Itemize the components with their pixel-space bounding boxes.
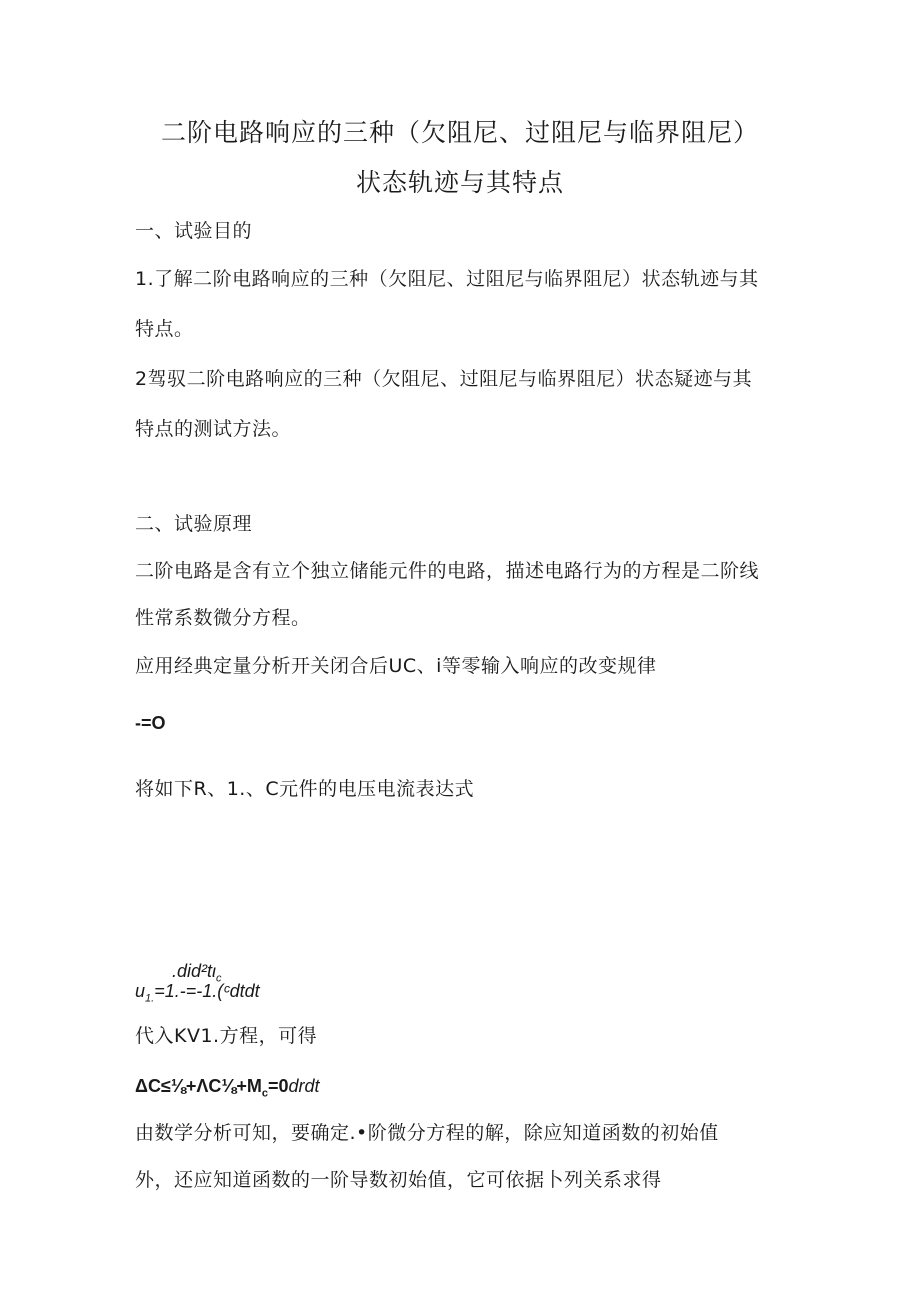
principle-paragraph-5-line-2: 外，还应知道函数的一阶导数初始值，它可依据卜列关系求得 xyxy=(135,1169,662,1191)
document-title-line-2: 状态轨迹与其特点 xyxy=(355,168,564,197)
equation-rlc-top-subscript: c xyxy=(216,972,222,985)
equation-differential-tail: drdt xyxy=(288,1076,320,1096)
objective-2-line-2: 特点的测试方法。 xyxy=(135,418,292,440)
equation-differential-lhs: ΔC≤⅛+ΛC⅛+M xyxy=(135,1076,262,1096)
equation-rlc-top-text: .did²tι xyxy=(172,961,217,981)
equation-differential xyxy=(135,1077,320,1100)
principle-paragraph-3: 将如下R、1.、C元件的电压电流表达式 xyxy=(135,778,475,800)
equation-zero-input: -=O xyxy=(135,713,166,733)
principle-paragraph-5-line-1: 由数学分析可知，要确定.•阶微分方程的解，除应知道函数的初始值 xyxy=(135,1122,719,1144)
equation-rlc-main-var: u xyxy=(135,981,146,1001)
objective-1-line-2: 特点。 xyxy=(135,318,194,340)
equation-differential-subscript: c xyxy=(261,1087,268,1100)
equation-rlc-main xyxy=(135,982,260,1005)
principle-paragraph-2: 应用经典定量分析开关闭合后UC、i等零输入响应的改变规律 xyxy=(135,655,657,677)
principle-paragraph-1-line-1: 二阶电路是含有立个独立储能元件的电路，描述电路行为的方程是二阶线 xyxy=(135,560,760,582)
section-2-heading: 二、试验原理 xyxy=(135,513,253,535)
objective-1-line-1: 1.了解二阶电路响应的三种（欠阻尼、过阻尼与临界阻尼）状态轨迹与其 xyxy=(135,268,759,290)
equation-rlc-main-subscript: 1. xyxy=(145,992,155,1005)
principle-paragraph-1-line-2: 性常系数微分方程。 xyxy=(135,607,311,629)
equation-differential-rhs: =0 xyxy=(268,1076,289,1096)
objective-2-line-1: 2驾驭二阶电路响应的三种（欠阻尼、过阻尼与临界阻尼）状态疑迹与其 xyxy=(135,368,753,390)
section-1-heading: 一、试验目的 xyxy=(135,220,253,242)
equation-rlc-main-rest: =1.-=-1.(ᶜdtdt xyxy=(154,981,260,1001)
principle-paragraph-4: 代入KV1.方程，可得 xyxy=(135,1025,318,1047)
document-title-line-1: 二阶电路响应的三种（欠阻尼、过阻尼与临界阻尼） xyxy=(160,118,759,147)
